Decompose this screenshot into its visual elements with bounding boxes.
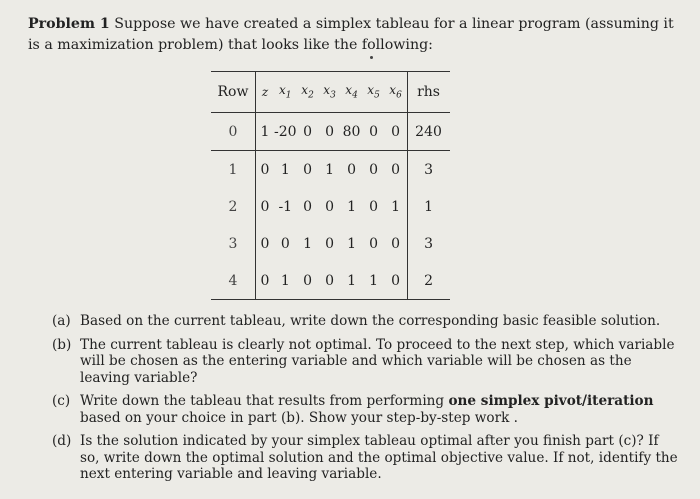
cell: 1 [391,198,400,215]
part-label: (b) [52,336,72,353]
rhs-cell: 3 [407,151,450,189]
cell: 0 [363,113,385,151]
simplex-tableau [211,71,450,300]
part-a [52,313,682,330]
row-number: 0 [211,113,256,151]
row-number: 2 [211,188,256,225]
part-label: (d) [52,433,72,449]
row-number: 4 [211,262,256,300]
cell: 0 [391,235,400,252]
rhs-cell: 240 [407,113,450,151]
part-text: Based on the current tableau, write down the corresponding basic feasible solution. [80,313,661,329]
table-row [211,151,450,189]
part-text [80,393,682,426]
part-label: (c) [52,393,71,409]
cell: 1 [256,113,275,151]
part-b [52,337,682,387]
row-number: 1 [211,151,256,189]
header-z: z [256,72,275,113]
tableau-header-row [211,72,450,113]
part-c [52,393,682,426]
cell: 0 [369,198,378,215]
cell: -20 [274,113,297,151]
stray-dot [370,56,373,59]
cell: 1 [303,235,312,252]
table-row [211,188,450,225]
cell: 0 [260,198,270,215]
header-row: Row [211,72,256,113]
cell: 1 [347,235,356,252]
cell: 0 [280,235,290,252]
header-x3: $x_3$ [319,72,341,113]
cell: 0 [319,262,341,300]
row-number: 3 [211,225,256,262]
cell: 1 [280,161,290,178]
header-rhs: rhs [407,72,450,113]
cell: 1 [325,161,334,178]
cell: 0 [325,198,334,215]
cell: 1 [363,262,385,300]
cell: 0 [297,262,319,300]
problem-statement [28,14,678,56]
cell: 0 [256,262,275,300]
header-x5: $x_5$ [363,72,385,113]
table-row [211,225,450,262]
table-row [211,262,450,300]
cell: 0 [303,198,312,215]
cell: 80 [341,113,363,151]
header-x2: $x_2$ [297,72,319,113]
question-parts [52,313,682,490]
cell: 0 [325,235,334,252]
rhs-cell: 3 [407,225,450,262]
part-text-bold: one simplex pivot/iteration [448,393,654,409]
cell: 0 [385,113,408,151]
cell: 0 [369,235,378,252]
cell: 0 [260,161,270,178]
cell: -1 [278,198,293,215]
header-x1: $x_1$ [274,72,297,113]
cell: 0 [260,235,270,252]
cell: 0 [297,113,319,151]
header-x6: $x_6$ [385,72,408,113]
cell: 0 [319,113,341,151]
problem-label: Problem 1 [28,16,110,32]
cell: 0 [369,161,378,178]
cell: 0 [347,161,356,178]
table-row [211,113,450,151]
part-text-before: Write down the tableau that results from performing [80,393,449,409]
rhs-cell: 1 [407,188,450,225]
cell: 0 [391,161,400,178]
part-text-after: based on your choice in part (b). Show your step-by-step work . [80,409,518,426]
rhs-cell: 2 [407,262,450,300]
cell: 0 [303,161,312,178]
part-label: (a) [52,313,71,329]
problem-text: Suppose we have created a simplex tableau for a linear program (assuming it is a maximization problem) that looks like the following: [28,16,674,53]
part-text: Is the solution indicated by your simplex tableau optimal after you finish part (c)? If so, write down the optimal solution and the optimal objective value. If not, identify the next entering variable and leaving variable. [80,433,678,482]
part-text: The current tableau is clearly not optimal. To proceed to the next step, which variable will be chosen as the entering variable and which variable will be chosen as the leaving variable? [80,336,675,386]
cell: 1 [347,198,356,215]
cell: 1 [341,262,363,300]
cell: 0 [385,262,408,300]
header-x4: $x_4$ [341,72,363,113]
cell: 1 [274,262,297,300]
part-d [52,433,682,483]
